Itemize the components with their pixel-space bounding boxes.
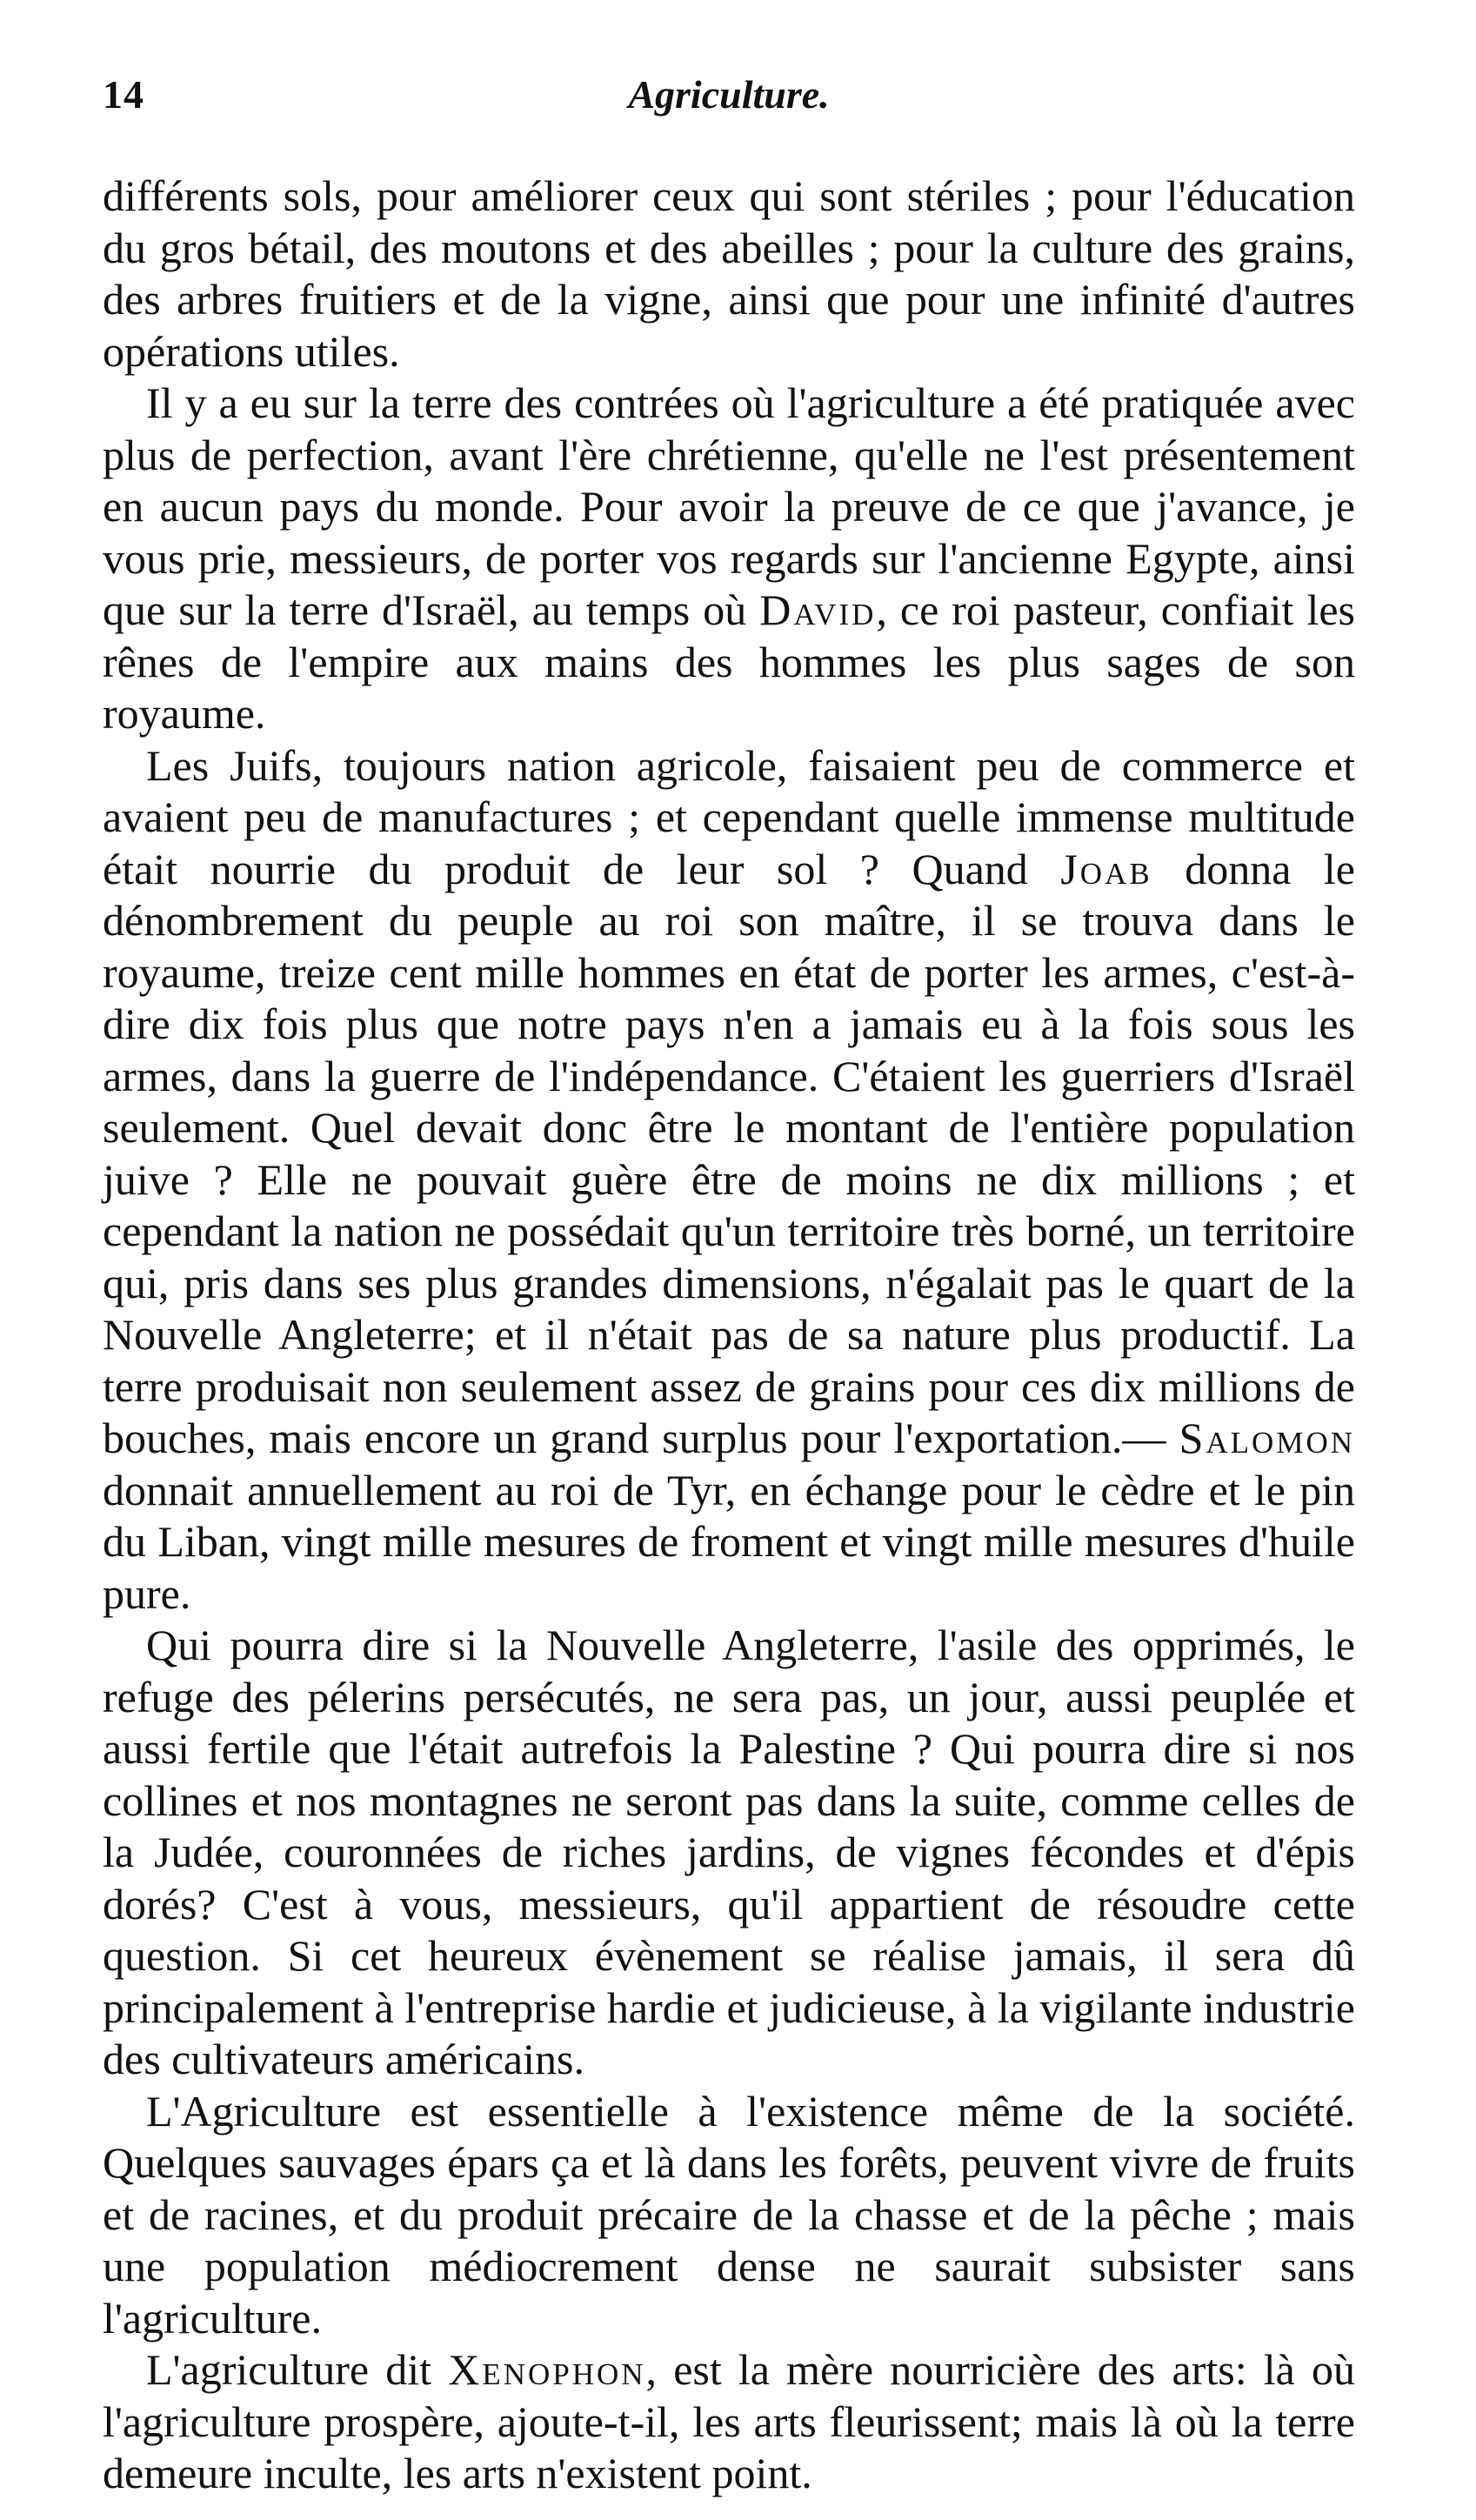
running-head xyxy=(103,71,1355,132)
paragraph-6 xyxy=(103,2344,1355,2500)
running-title: Agriculture. xyxy=(628,72,830,117)
paragraph-1 xyxy=(103,170,1355,378)
paragraph-text: L'agriculture dit xyxy=(146,2345,449,2394)
body-text xyxy=(103,170,1355,2500)
name-xenophon: Xenophon xyxy=(448,2345,646,2394)
paragraph-text: L'Agriculture est essentielle à l'existence même de la société. Quelques sauvages épars ça et là dans les forêts, peuvent vivre de fruits et de racines, et du produit précaire de la chasse et de la pêche ; mais une population médiocrement dense ne saurait subsister sans l'agriculture. xyxy=(103,2086,1355,2343)
paragraph-text: , est la mère nourricière des arts: là où l'agriculture prospère, ajoute-t-il, les arts fleurissent; mais là où la terre demeure inculte, les arts n'existent point. xyxy=(103,2345,1355,2497)
name-salomon: Salomon xyxy=(1179,1414,1355,1462)
paragraph-text: donna le dénombrement du peuple au roi son maître, il se trouva dans le royaume, treize cent mille hommes en état de porter les armes, c'est-à-dire dix fois plus que notre pays n'en a jamais eu à la fois sous les armes, dans la guerre de l'indépendance. C'étaient les guerriers d'Israël seulement. Quel devait donc être le montant de l'entière population juive ? Elle ne pouvait guère être de moins ne dix millions ; et cependant la nation ne possédait qu'un territoire très borné, un territoire qui, pris dans ses plus grandes dimensions, n'égalait pas le quart de la Nouvelle Angleterre; et il n'était pas de sa nature plus productif. La terre produisait non seulement assez de grains pour ces dix millions de bouches, mais encore un grand surplus pour l'exportation.— xyxy=(103,844,1356,1462)
paragraph-2 xyxy=(103,378,1355,740)
paragraph-text: , ce roi pasteur, confiait les rênes de l'empire aux mains des hommes les plus sages de son royaume. xyxy=(103,585,1355,738)
paragraph-text: Qui pourra dire si la Nouvelle Angleterre, l'asile des opprimés, le refuge des pélerins persécutés, ne sera pas, un jour, aussi peuplée et aussi fertile que l'était autrefois la Palestine ? Qui pourra dire si nos collines et nos montagnes ne seront pas dans la suite, comme celles de la Judée, couronnées de riches jardins, de vignes fécondes et d'épis dorés? C'est à vous, messieurs, qu'il appartient de résoudre cette question. Si cet heureux évènement se réalise jamais, il sera dû principalement à l'entreprise hardie et judicieuse, à la vigilante industrie des cultivateurs américains. xyxy=(103,1621,1355,2083)
paragraph-text: Il y a eu sur la terre des contrées où l'agriculture a été pratiquée avec plus de perfection, avant l'ère chrétienne, qu'elle ne l'est présentement en aucun pays du monde. Pour avoir la preuve de ce que j'avance, je vous prie, messieurs, de porter vos regards sur l'ancienne Egypte, ainsi que sur la terre d'Israël, au temps où xyxy=(103,378,1355,634)
paragraph-5 xyxy=(103,2086,1355,2345)
name-joab: Joab xyxy=(1060,844,1152,893)
paragraph-text: différents sols, pour améliorer ceux qui sont stériles ; pour l'éducation du gros bétail, des moutons et des abeilles ; pour la culture des grains, des arbres fruitiers et de la vigne, ainsi que pour une infinité d'autres opérations utiles. xyxy=(103,171,1355,376)
paragraph-3 xyxy=(103,740,1355,1621)
paragraph-4 xyxy=(103,1620,1355,2086)
page-number: 14 xyxy=(103,72,144,117)
name-david: David xyxy=(759,585,877,634)
paragraph-text: donnait annuellement au roi de Tyr, en échange pour le cèdre et le pin du Liban, vingt mille mesures de froment et vingt mille mesures d'huile pure. xyxy=(103,1465,1355,1618)
paragraph-text: Les Juifs, toujours nation agricole, faisaient peu de commerce et avaient peu de manufactures ; et cependant quelle immense multitude était nourrie du produit de leur sol ? Quand xyxy=(103,740,1355,893)
